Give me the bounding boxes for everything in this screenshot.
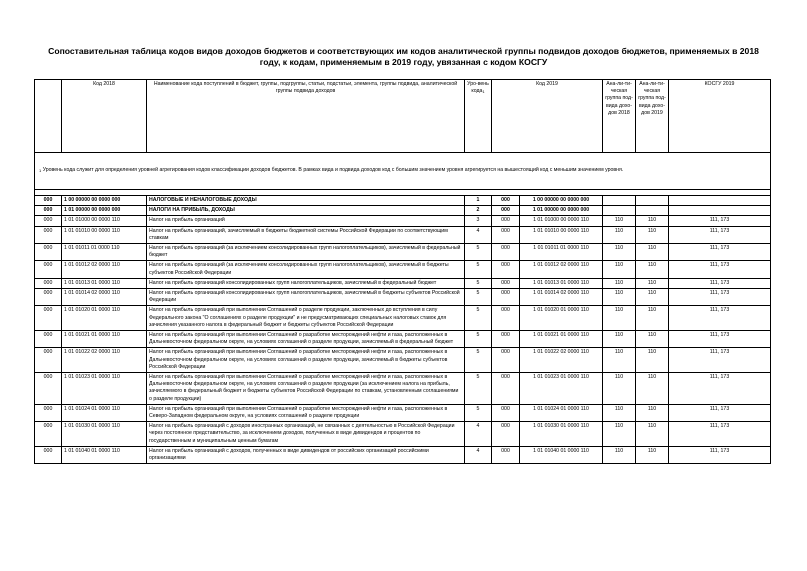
footnote-text: Уровень кода служит для определения уровней агрегирования кодов классификации доходов бюджетов. В рамках вида и подвида доходов код с большим значением уровня агрегируется на вышестоящий код с меньшим значением уровня. (42, 167, 624, 174)
row-analytic-2019: 110 (636, 331, 669, 348)
row-analytic-2019: 110 (636, 289, 669, 306)
document-title: Сопоставительная таблица кодов видов доходов бюджетов и соответствующих им кодов аналитической группы подвидов доходов бюджетов, применяемых в 2018 году, к кодам, применяемым в 2019 году, увязанная с кодом КОСГУ (48, 46, 759, 67)
row-analytic-2019: 110 (636, 422, 669, 447)
header-kosgu-2019: КОСГУ 2019 (669, 80, 771, 153)
footnote-mark: 1 (39, 168, 42, 174)
row-group-code-2019: 000 (492, 306, 520, 331)
row-kosgu: 111, 173 (669, 226, 771, 243)
row-code-2019: 1 01 00000 00 0000 000 (520, 206, 603, 216)
header-level-text: Уро-вень кода (467, 81, 489, 95)
row-group-code: 000 (35, 278, 62, 288)
row-analytic-2019: 110 (636, 216, 669, 226)
row-group-code-2019: 000 (492, 216, 520, 226)
row-name: Налог на прибыль организаций (за исключением консолидированных групп налогоплательщиков), зачисляемый в бюджеты субъектов Российской Федерации (147, 261, 465, 278)
row-code-2019: 1 01 01012 02 0000 110 (520, 261, 603, 278)
table-row (35, 446, 771, 463)
row-group-code-2019: 000 (492, 261, 520, 278)
row-code-2018: 1 01 01040 01 0000 110 (62, 446, 147, 463)
row-code-2018: 1 01 01010 00 0000 110 (62, 226, 147, 243)
row-analytic-2018: 110 (603, 306, 636, 331)
header-code-2018: Код 2018 (62, 80, 147, 153)
row-level: 5 (465, 331, 492, 348)
row-analytic-2018 (603, 206, 636, 216)
row-analytic-2018: 110 (603, 422, 636, 447)
footnote-cell (35, 153, 771, 190)
row-analytic-2018: 110 (603, 278, 636, 288)
row-code-2019: 1 01 01040 01 0000 110 (520, 446, 603, 463)
row-group-code: 000 (35, 216, 62, 226)
row-code-2019: 1 01 01024 01 0000 110 (520, 404, 603, 421)
row-kosgu (669, 196, 771, 206)
row-analytic-2019: 110 (636, 373, 669, 405)
row-group-code-2019: 000 (492, 206, 520, 216)
row-group-code: 000 (35, 261, 62, 278)
row-analytic-2018: 110 (603, 348, 636, 373)
row-level: 4 (465, 226, 492, 243)
row-kosgu: 111, 173 (669, 289, 771, 306)
row-kosgu: 111, 173 (669, 446, 771, 463)
row-analytic-2019: 110 (636, 306, 669, 331)
row-level: 1 (465, 196, 492, 206)
row-analytic-2019: 110 (636, 261, 669, 278)
row-group-code-2019: 000 (492, 226, 520, 243)
row-group-code-2019: 000 (492, 289, 520, 306)
row-name: НАЛОГОВЫЕ И НЕНАЛОГОВЫЕ ДОХОДЫ (147, 196, 465, 206)
row-kosgu: 111, 173 (669, 331, 771, 348)
row-name: Налог на прибыль организаций при выполнении Соглашений о разработке месторождений нефти и газа, расположенных в Дальневосточном федеральном округе, на условиях соглашений о разделе продукции, зачисляемый в федеральный бюджет (147, 331, 465, 348)
footnote-row (35, 153, 771, 190)
row-level: 5 (465, 244, 492, 261)
row-code-2019: 1 00 00000 00 0000 000 (520, 196, 603, 206)
row-group-code: 000 (35, 289, 62, 306)
row-group-code: 000 (35, 226, 62, 243)
row-code-2018: 1 01 01011 01 0000 110 (62, 244, 147, 261)
row-group-code-2019: 000 (492, 446, 520, 463)
table-row (35, 348, 771, 373)
row-code-2018: 1 01 01021 01 0000 110 (62, 331, 147, 348)
row-name: Налог на прибыль организаций консолидированных групп налогоплательщиков, зачисляемый в федеральный бюджет (147, 278, 465, 288)
header-analytic-2018: Ана-ли-ти-ческая группа под-вида дохо-дов 2018 (603, 80, 636, 153)
table-row (35, 216, 771, 226)
row-analytic-2019: 110 (636, 404, 669, 421)
row-code-2019: 1 01 01014 02 0000 110 (520, 289, 603, 306)
row-code-2018: 1 01 01014 02 0000 110 (62, 289, 147, 306)
table-row (35, 331, 771, 348)
row-name: Налог на прибыль организаций при выполнении Соглашений о разработке месторождений нефти и газа, расположенных в Дальневосточном федеральном округе, на условиях соглашений о разделе продукции, зачисляемый в бюджеты субъектов Российской Федерации (147, 348, 465, 373)
table-row (35, 206, 771, 216)
row-analytic-2018: 110 (603, 261, 636, 278)
row-group-code: 000 (35, 446, 62, 463)
row-level: 5 (465, 373, 492, 405)
row-kosgu: 111, 173 (669, 216, 771, 226)
row-code-2018: 1 01 00000 00 0000 000 (62, 206, 147, 216)
row-kosgu: 111, 173 (669, 348, 771, 373)
row-analytic-2019: 110 (636, 226, 669, 243)
row-kosgu: 111, 173 (669, 306, 771, 331)
table-row (35, 404, 771, 421)
row-kosgu: 111, 173 (669, 278, 771, 288)
table-row (35, 306, 771, 331)
row-group-code: 000 (35, 404, 62, 421)
row-code-2019: 1 01 01030 01 0000 110 (520, 422, 603, 447)
row-level: 4 (465, 422, 492, 447)
header-name: Наименование кода поступлений в бюджет, группы, подгруппы, статьи, подстатьи, элемента, группы подвида, аналитической группы подвида доходов (147, 80, 465, 153)
row-code-2019: 1 01 01000 00 0000 110 (520, 216, 603, 226)
row-group-code: 000 (35, 331, 62, 348)
row-level: 5 (465, 404, 492, 421)
row-level: 3 (465, 216, 492, 226)
row-code-2018: 1 01 01020 01 0000 110 (62, 306, 147, 331)
row-kosgu: 111, 173 (669, 404, 771, 421)
row-group-code: 000 (35, 306, 62, 331)
row-name: Налог на прибыль организаций при выполнении Соглашений о разработке месторождений нефти и газа, расположенных в Дальневосточном федеральном округе, на условиях соглашений о разделе продукции (за исключением налога на прибыль, зачисляемого в федеральный бюджет и бюджеты субъектов Российской Федерации по ставкам, установленным соглашениями о разделе продукции) (147, 373, 465, 405)
row-code-2018: 1 00 00000 00 0000 000 (62, 196, 147, 206)
codes-table (34, 79, 771, 464)
row-name: Налог на прибыль организаций (за исключением консолидированных групп налогоплательщиков), зачисляемый в федеральный бюджет (147, 244, 465, 261)
table-row (35, 261, 771, 278)
row-analytic-2018: 110 (603, 289, 636, 306)
row-code-2018: 1 01 01012 02 0000 110 (62, 261, 147, 278)
header-analytic-2019: Ана-ли-ти-ческая группа под-вида дохо-дов 2019 (636, 80, 669, 153)
row-kosgu (669, 206, 771, 216)
row-name: Налог на прибыль организаций, зачисляемый в бюджеты бюджетной системы Российской Федерации по соответствующим ставкам (147, 226, 465, 243)
table-row (35, 373, 771, 405)
row-group-code: 000 (35, 422, 62, 447)
row-code-2019: 1 01 01021 01 0000 110 (520, 331, 603, 348)
row-name: НАЛОГИ НА ПРИБЫЛЬ, ДОХОДЫ (147, 206, 465, 216)
row-analytic-2018: 110 (603, 404, 636, 421)
row-analytic-2018: 110 (603, 446, 636, 463)
row-name: Налог на прибыль организаций (147, 216, 465, 226)
row-name: Налог на прибыль организаций при выполнении Соглашений о разработке месторождений нефти и газа, расположенных в Северо-Западном федеральном округе, на условиях соглашений о разделе продукции (147, 404, 465, 421)
row-code-2019: 1 01 01010 00 0000 110 (520, 226, 603, 243)
row-analytic-2018: 110 (603, 226, 636, 243)
header-empty-cell (35, 80, 62, 153)
row-level: 5 (465, 278, 492, 288)
row-level: 5 (465, 306, 492, 331)
row-group-code: 000 (35, 196, 62, 206)
row-name: Налог на прибыль организаций с доходов иностранных организаций, не связанных с деятельностью в Российской Федерации через постоянное представительство, за исключением доходов, полученных в виде дивидендов и процентов по государственным и муниципальным ценным бумагам (147, 422, 465, 447)
row-level: 5 (465, 289, 492, 306)
row-group-code-2019: 000 (492, 196, 520, 206)
table-row (35, 278, 771, 288)
row-analytic-2018: 110 (603, 373, 636, 405)
row-group-code-2019: 000 (492, 348, 520, 373)
row-group-code: 000 (35, 373, 62, 405)
header-row (35, 80, 771, 153)
row-level: 5 (465, 261, 492, 278)
row-group-code-2019: 000 (492, 244, 520, 261)
row-name: Налог на прибыль организаций при выполнении Соглашений о разделе продукции, заключенных до вступления в силу Федерального закона "О соглашениях о разделе продукции" и не предусматривающих специальных налоговых ставок для зачисления указанного налога в федеральный бюджет и бюджеты субъектов Российской Федерации (147, 306, 465, 331)
row-group-code: 000 (35, 244, 62, 261)
table-row (35, 244, 771, 261)
table-row (35, 422, 771, 447)
row-analytic-2019: 110 (636, 278, 669, 288)
row-name: Налог на прибыль организаций с доходов, полученных в виде дивидендов от российских организаций российскими организациями (147, 446, 465, 463)
row-code-2018: 1 01 01013 01 0000 110 (62, 278, 147, 288)
row-level: 5 (465, 348, 492, 373)
row-code-2019: 1 01 01020 01 0000 110 (520, 306, 603, 331)
row-group-code: 000 (35, 348, 62, 373)
table-row (35, 196, 771, 206)
row-code-2018: 1 01 01022 02 0000 110 (62, 348, 147, 373)
row-code-2018: 1 01 01024 01 0000 110 (62, 404, 147, 421)
row-analytic-2018 (603, 196, 636, 206)
row-kosgu: 111, 173 (669, 373, 771, 405)
row-group-code-2019: 000 (492, 331, 520, 348)
row-group-code-2019: 000 (492, 373, 520, 405)
row-group-code-2019: 000 (492, 404, 520, 421)
table-row (35, 226, 771, 243)
row-level: 2 (465, 206, 492, 216)
row-name: Налог на прибыль организаций консолидированных групп налогоплательщиков, зачисляемый в бюджеты субъектов Российской Федерации (147, 289, 465, 306)
row-code-2018: 1 01 01000 00 0000 110 (62, 216, 147, 226)
row-code-2019: 1 01 01011 01 0000 110 (520, 244, 603, 261)
row-kosgu: 111, 173 (669, 244, 771, 261)
row-level: 4 (465, 446, 492, 463)
table-row (35, 289, 771, 306)
row-group-code-2019: 000 (492, 278, 520, 288)
row-analytic-2019: 110 (636, 348, 669, 373)
row-analytic-2018: 110 (603, 331, 636, 348)
row-code-2018: 1 01 01023 01 0000 110 (62, 373, 147, 405)
row-analytic-2018: 110 (603, 216, 636, 226)
row-group-code-2019: 000 (492, 422, 520, 447)
row-group-code: 000 (35, 206, 62, 216)
row-code-2018: 1 01 01030 01 0000 110 (62, 422, 147, 447)
row-kosgu: 111, 173 (669, 422, 771, 447)
row-code-2019: 1 01 01022 02 0000 110 (520, 348, 603, 373)
row-analytic-2019: 110 (636, 446, 669, 463)
footnote-ref: 1 (482, 89, 485, 95)
row-analytic-2019 (636, 196, 669, 206)
header-level (465, 80, 492, 153)
header-code-2019: Код 2019 (492, 80, 603, 153)
row-kosgu: 111, 173 (669, 261, 771, 278)
row-code-2019: 1 01 01023 01 0000 110 (520, 373, 603, 405)
row-code-2019: 1 01 01013 01 0000 110 (520, 278, 603, 288)
row-analytic-2019 (636, 206, 669, 216)
row-analytic-2018: 110 (603, 244, 636, 261)
row-analytic-2019: 110 (636, 244, 669, 261)
